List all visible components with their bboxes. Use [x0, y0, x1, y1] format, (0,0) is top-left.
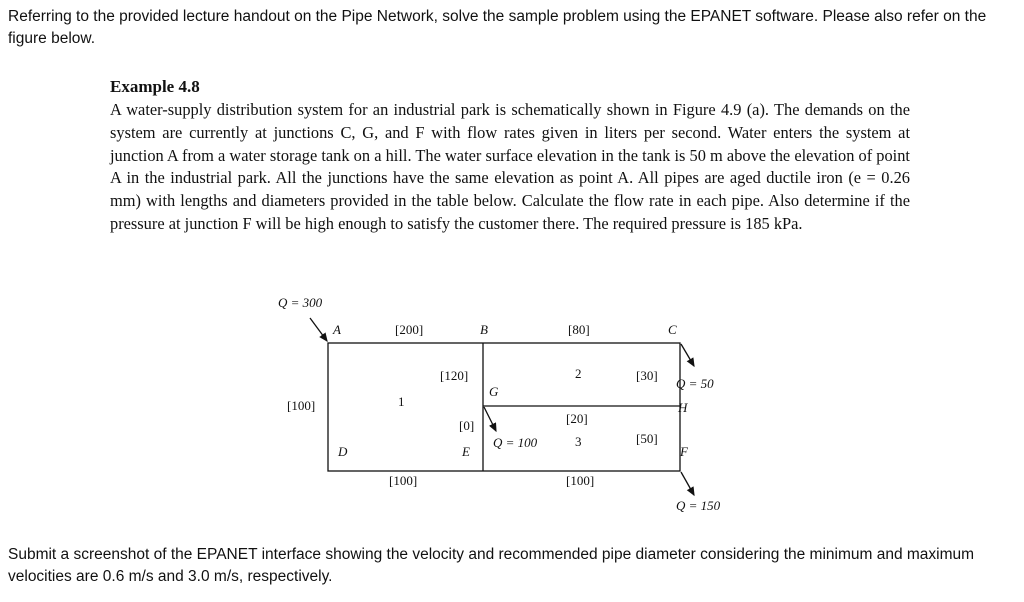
pipe-gh-label: [20] — [566, 411, 588, 426]
pipe-ef-label: [100] — [566, 473, 595, 488]
example-block — [110, 77, 910, 236]
outflow-arrow-c — [681, 344, 694, 366]
pipe-bc-label: [80] — [568, 322, 590, 337]
example-title: Example 4.8 — [110, 77, 200, 96]
pipe-de-label: [100] — [389, 473, 418, 488]
pipe-ch-label: [30] — [636, 368, 658, 383]
node-g-label: G — [489, 384, 499, 399]
flow-out-f-label: Q = 150 — [676, 498, 721, 513]
example-body: A water-supply distribution system for an industrial park is schematically shown in Figure 4.9 (a). The demands on the system are currently at junctions C, G, and F with flow rates given in liters per second. Water enters the system at junction A from a water storage tank on a hill. The water surface elevation in the tank is 50 m above the elevation of point A in the industrial park. All the junctions have the same elevation as point A. All pipes are aged ductile iron (e = 0.26 mm) with lengths and diameters provided in the table below. Calculate the flow rate in each pipe. Also determine if the pressure at junction F will be high enough to satisfy the customer there. The required pressure is 185 kPa. — [110, 100, 910, 233]
network-outline — [328, 343, 680, 471]
submission-instruction: Submit a screenshot of the EPANET interface showing the velocity and recommended pipe diameter considering the minimum and maximum velocities are 0.6 m/s and 3.0 m/s, respectively. — [8, 546, 975, 585]
node-b-label: B — [480, 322, 488, 337]
pipe-ad-label: [100] — [287, 398, 316, 413]
loop-1-label: 1 — [398, 394, 405, 409]
pipe-ab-label: [200] — [395, 322, 424, 337]
loop-2-label: 2 — [575, 366, 582, 381]
flow-in-a-label: Q = 300 — [278, 295, 323, 310]
node-d-label: D — [338, 444, 348, 459]
pipe-ge-label: [0] — [459, 418, 475, 433]
pipe-hf-label: [50] — [636, 431, 658, 446]
flow-out-c-label: Q = 50 — [676, 376, 714, 391]
node-e-label: E — [462, 444, 470, 459]
inflow-arrow-a — [310, 318, 327, 341]
node-a-label: A — [333, 322, 341, 337]
outflow-arrow-f — [681, 472, 694, 495]
pipe-bg-label: [120] — [440, 368, 469, 383]
loop-3-label: 3 — [575, 434, 582, 449]
node-f-label: F — [680, 444, 688, 459]
node-h-label: H — [678, 400, 688, 415]
instruction-text: Referring to the provided lecture handout on the Pipe Network, solve the sample problem using the EPANET software. Please also refer on the figure below. — [8, 8, 987, 47]
node-c-label: C — [668, 322, 677, 337]
flow-out-g-label: Q = 100 — [493, 435, 538, 450]
outflow-arrow-g — [484, 407, 496, 431]
pipe-network-figure — [270, 288, 750, 523]
